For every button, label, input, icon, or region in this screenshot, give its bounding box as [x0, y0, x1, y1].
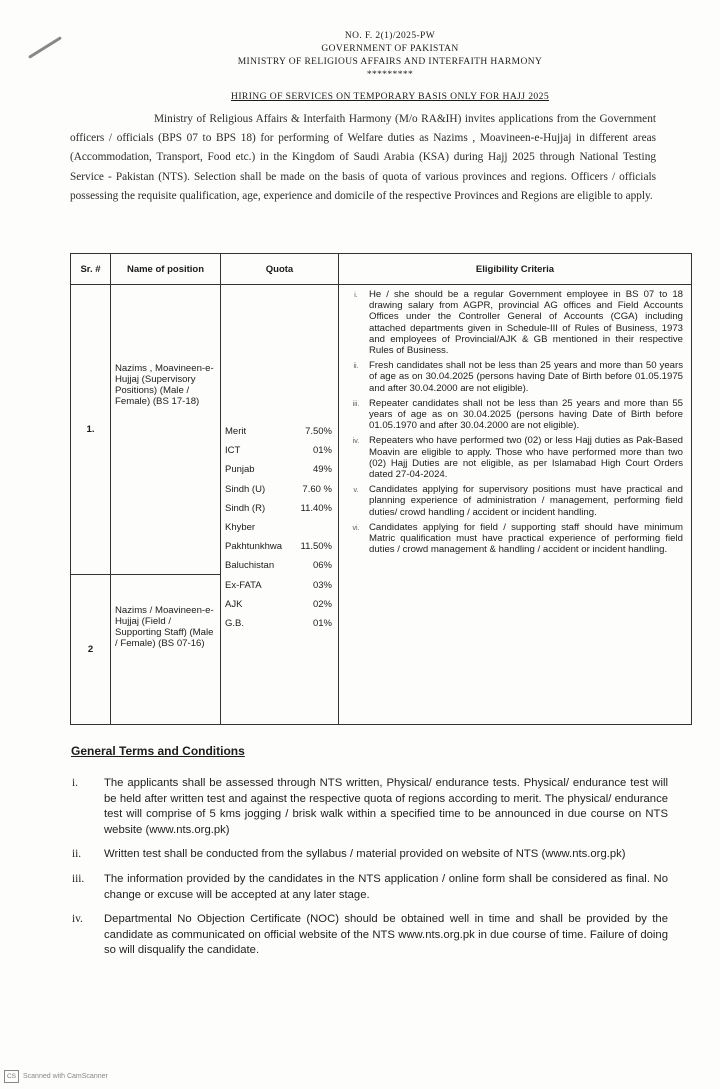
quota-item: Pakhtunkhwa 11.50%	[225, 541, 332, 553]
quota-item: Merit 7.50%	[225, 426, 332, 437]
row-sr: 2	[71, 575, 111, 725]
criteria-item: iv. Repeaters who have performed two (02) or less Hajj duties as Pak-Based Moavin are eligible to apply. Those who have performed more than two (02) Hajj Duties are not eligible, as per Islamabad High Court Orders dated 27-04-2024.	[352, 435, 683, 481]
quota-item: AJK 02%	[225, 598, 332, 610]
reference-number: NO. F. 2(1)/2025-PW	[344, 31, 436, 41]
quota-item: Baluchistan 06%	[225, 560, 332, 572]
row-sr: 1.	[71, 285, 111, 575]
header-sr: Sr. #	[71, 254, 111, 285]
scanner-watermark	[4, 1070, 108, 1083]
camscanner-logo-icon: CS	[4, 1070, 19, 1083]
row-position: Nazims , Moavineen-e-Hujjaj (Supervisory Positions) (Male / Female) (BS 17-18)	[111, 285, 221, 575]
criteria-item: vi. Candidates applying for field / supporting staff should have minimum Matric qualification must have practical experience of performing field duties / crowd management & handling / accident or incident handling.	[352, 521, 683, 556]
watermark-text: Scanned with CamScanner	[23, 1073, 108, 1080]
quota-item: Sindh (U) 7.60 %	[225, 483, 332, 495]
header-position: Name of position	[111, 254, 221, 285]
quota-item: Ex-FATA 03%	[225, 579, 332, 591]
table-header-row	[71, 254, 692, 285]
quota-item: Sindh (R) 11.40%	[225, 502, 332, 514]
pen-mark	[28, 36, 62, 59]
term-item: iv. Departmental No Objection Certificate (NOC) should be obtained well in time and shall be provided by the candidate as communicated on official website of the NTS www.nts.org.pk in due course of time. Failure of doing so will disqualify the candidate.	[72, 913, 668, 957]
criteria-list	[339, 285, 692, 725]
term-item: iii. The information provided by the candidates in the NTS application / online form shall be considered as final. No change or excuse will be accepted at any later stage.	[72, 872, 668, 901]
header-quota: Quota	[221, 254, 339, 285]
eligibility-table	[70, 253, 692, 725]
header-criteria: Eligibility Criteria	[339, 254, 692, 285]
terms-list	[72, 776, 668, 968]
row-position: Nazims / Moavineen-e-Hujjaj (Field / Supporting Staff) (Male / Female) (BS 07-16)	[111, 575, 221, 725]
quota-item: ICT 01%	[225, 445, 332, 457]
criteria-item: v. Candidates applying for supervisory positions must have practical and planning experience of administration / management, performing field duties/ crowd handling / accident or incident handling.	[353, 484, 683, 518]
criteria-item: ii. Fresh candidates shall not be less than 25 years and more than 50 years of age as on 30.04.2025 (persons having Date of Birth before 01.05.1975 and after 30.04.2000 are not eligible).	[353, 360, 683, 394]
government-name: GOVERNMENT OF PAKISTAN	[321, 44, 459, 54]
quota-item: G.B. 01%	[225, 617, 332, 629]
terms-heading: General Terms and Conditions	[71, 744, 245, 758]
ministry-name: MINISTRY OF RELIGIOUS AFFAIRS AND INTERFAITH HARMONY	[237, 57, 543, 67]
criteria-item: i. He / she should be a regular Government employee in BS 07 to 18 drawing salary from AGPR, provincial AG offices and Field Accounts Offices under the Controller General of Accounts (CGA) including attached departments given in Schedule-III of Rules of Business, 1973 and employees of Provincial/AJK & GB mentioned in their respective Rules of Business.	[354, 289, 683, 357]
table-row	[71, 285, 692, 575]
quota-item: Punjab 49%	[225, 464, 332, 476]
intro-paragraph: Ministry of Religious Affairs & Interfaith Harmony (M/o RA&IH) invites applications from the Government officers / officials (BPS 07 to BPS 18) for performing of Welfare duties as Nazims , Moavineen-e-Hujjaj in different areas (Accommodation, Transport, Food etc.) in the Kingdom of Saudi Arabia (KSA) during Hajj 2025 through National Testing Service - Pakistan (NTS). Selection shall be made on the basis of quota of various provinces and regions. Officers / officials possessing the requisite qualification, age, experience and domicile of the respective Provinces and Regions are eligible to apply.	[70, 113, 656, 202]
term-item: ii. Written test shall be conducted from the syllabus / material provided on website of NTS (www.nts.org.pk)	[72, 848, 626, 861]
document-title: HIRING OF SERVICES ON TEMPORARY BASIS ONLY FOR HAJJ 2025	[230, 91, 550, 102]
quota-item: Khyber	[225, 521, 256, 533]
term-item: i. The applicants shall be assessed through NTS written, Physical/ endurance tests. Physical/ endurance test will be held after written test and against the respective quota of regions according to merit. The physical/ endurance test will comprise of 5 kms jogging / brisk walk within a specified time to be announced in due course on NTS website (www.nts.org.pk)	[72, 777, 668, 836]
letterhead	[180, 30, 600, 82]
criteria-item: iii. Repeater candidates shall not be less than 25 years and more than 55 years of age as on 30.04.2025 (persons having Date of Birth before 01.05.1970 and after 30.04.2000 are not eligible).	[352, 397, 683, 432]
quota-list	[221, 285, 339, 725]
separator-stars: *********	[366, 70, 414, 80]
